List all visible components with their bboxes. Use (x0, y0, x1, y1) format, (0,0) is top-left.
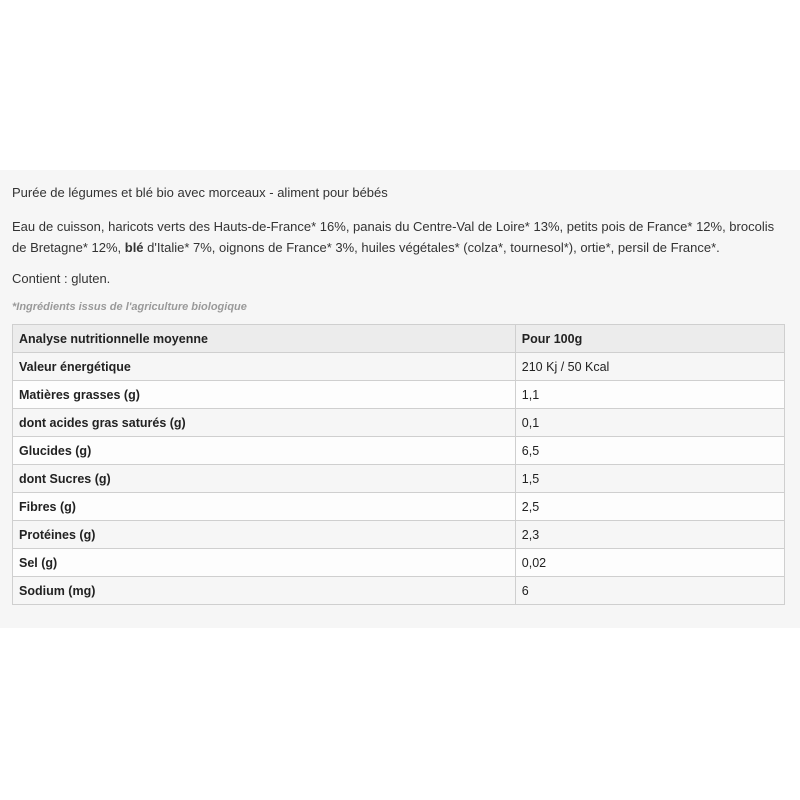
product-title: Purée de légumes et blé bio avec morceaux - aliment pour bébés (12, 185, 388, 200)
row-label-cell: dont acides gras saturés (g) (13, 409, 516, 437)
row-value-cell: 1,1 (515, 381, 784, 409)
ingredients-part-1: Eau de cuisson, haricots verts des Hauts-de-France* 16%, panais du Centre-Val de Loire* 13%, petits pois de France* 12%, brocolis de Bretagne* 12%, (12, 219, 775, 255)
row-label-cell: Protéines (g) (13, 521, 516, 549)
nutrition-table (12, 324, 785, 605)
organic-footnote: *Ingrédients issus de l'agriculture biologique (12, 301, 247, 313)
table-row (13, 549, 785, 577)
row-label-cell: Matières grasses (g) (13, 381, 516, 409)
row-value-cell: 2,5 (515, 493, 784, 521)
row-label-cell: Sel (g) (13, 549, 516, 577)
ingredients-text (12, 216, 788, 258)
row-value-cell: 2,3 (515, 521, 784, 549)
row-label-cell: Fibres (g) (13, 493, 516, 521)
product-description-panel (0, 170, 800, 628)
table-row (13, 437, 785, 465)
row-label-cell: Glucides (g) (13, 437, 516, 465)
row-value-cell: 1,5 (515, 465, 784, 493)
header-value-cell: Pour 100g (515, 325, 784, 353)
ingredients-allergen-bold: blé (124, 240, 144, 255)
row-value-cell: 0,1 (515, 409, 784, 437)
table-row (13, 409, 785, 437)
nutrition-table-header (13, 325, 785, 353)
row-value-cell: 6 (515, 577, 784, 605)
table-row (13, 381, 785, 409)
ingredients-part-2: d'Italie* 7%, oignons de France* 3%, huiles végétales* (colza*, tournesol*), ortie*, persil de France*. (143, 240, 720, 255)
row-value-cell: 210 Kj / 50 Kcal (515, 353, 784, 381)
row-value-cell: 0,02 (515, 549, 784, 577)
row-label-cell: Sodium (mg) (13, 577, 516, 605)
header-label-cell: Analyse nutritionnelle moyenne (13, 325, 516, 353)
table-row (13, 521, 785, 549)
row-label-cell: dont Sucres (g) (13, 465, 516, 493)
row-value-cell: 6,5 (515, 437, 784, 465)
table-row (13, 353, 785, 381)
table-row (13, 493, 785, 521)
row-label-cell: Valeur énergétique (13, 353, 516, 381)
table-row (13, 577, 785, 605)
table-row (13, 465, 785, 493)
allergen-statement: Contient : gluten. (12, 271, 111, 286)
